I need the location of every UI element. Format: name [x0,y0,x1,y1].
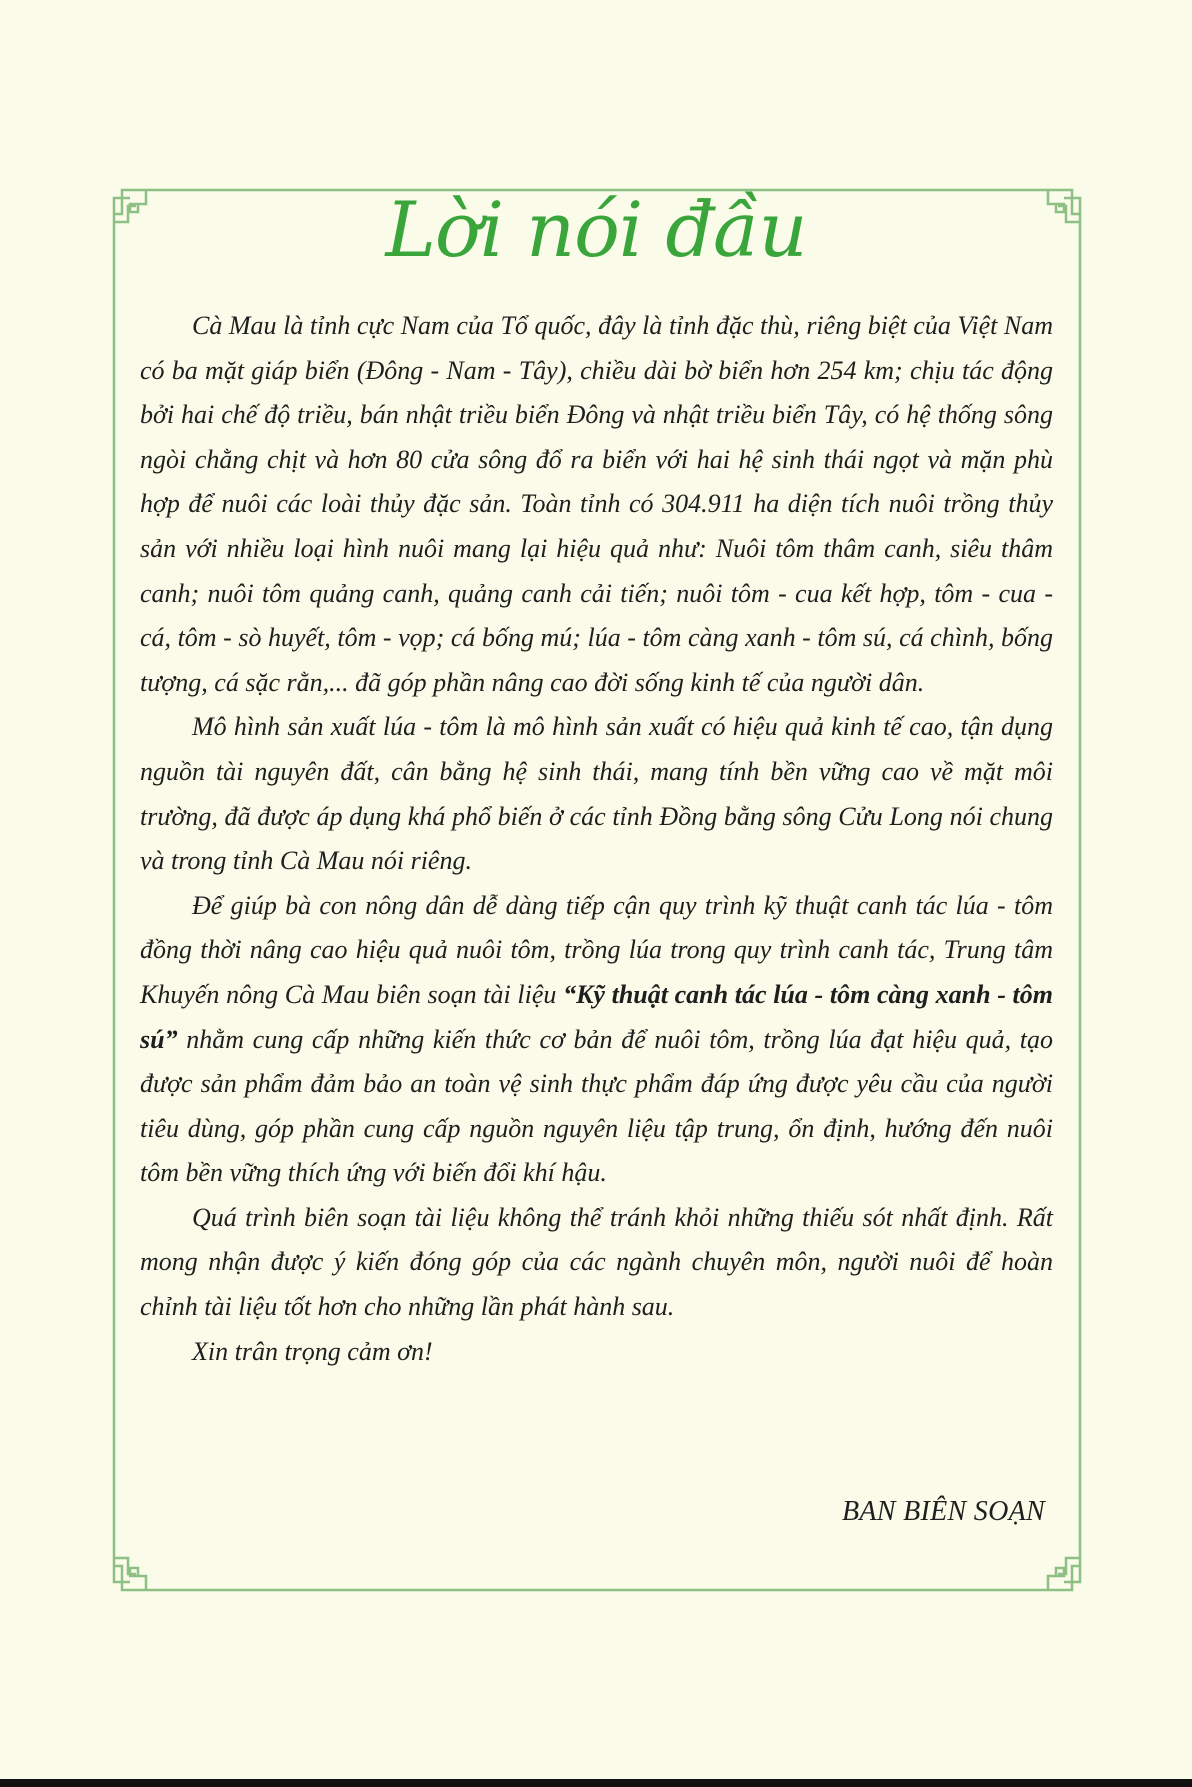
preface-body [140,304,1053,1374]
page-title: Lời nói đầu [385,185,807,274]
paragraph-3-rest: nhằm cung cấp những kiến thức cơ bản để nuôi tôm, trồng lúa đạt hiệu quả, tạo được sản phẩm đảm bảo an toàn vệ sinh thực phẩm đáp ứng được yêu cầu của người tiêu dùng, góp phần cung cấp nguồn nguyên liệu tập trung, ổn định, hướng đến nuôi tôm bền vững thích ứng với biến đổi khí hậu. [140,1024,1053,1188]
paragraph-4: Quá trình biên soạn tài liệu không thể tránh khỏi những thiếu sót nhất định. Rất mong nhận được ý kiến đóng góp của các ngành chuyên môn, người nuôi để hoàn chỉnh tài liệu tốt hơn cho những lần phát hành sau. [140,1202,1053,1322]
bottom-edge-bar [0,1779,1192,1787]
paragraph-3-intro: Để giúp bà con nông dân dễ dàng tiếp cận quy trình kỹ thuật canh tác lúa - tôm đồng thời nâng cao hiệu quả nuôi tôm, trồng lúa trong quy trình canh tác, Trung tâm Khuyến nông Cà Mau biên soạn tài liệu [140,890,1053,1009]
paragraph-1: Cà Mau là tỉnh cực Nam của Tổ quốc, đây là tỉnh đặc thù, riêng biệt của Việt Nam có ba mặt giáp biển (Đông - Nam - Tây), chiều dài bờ biển hơn 254 km; chịu tác động bởi hai chế độ triều, bán nhật triều biển Đông và nhật triều biển Tây, có hệ thống sông ngòi chằng chịt và hơn 80 cửa sông đổ ra biển với hai hệ sinh thái ngọt và mặn phù hợp để nuôi các loài thủy đặc sản. Toàn tỉnh có 304.911 ha diện tích nuôi trồng thủy sản với nhiều loại hình nuôi mang lại hiệu quả như: Nuôi tôm thâm canh, siêu thâm canh; nuôi tôm quảng canh, quảng canh cải tiến; nuôi tôm - cua kết hợp, tôm - cua - cá, tôm - sò huyết, tôm - vọp; cá bống mú; lúa - tôm càng xanh - tôm sú, cá chình, bống tượng, cá sặc rằn,... đã góp phần nâng cao đời sống kinh tế của người dân. [140,311,1053,697]
signature: BAN BIÊN SOẠN [842,1496,1045,1527]
paragraph-3 [140,884,1053,1196]
closing-thanks: Xin trân trọng cảm ơn! [192,1336,433,1366]
paragraph-2: Mô hình sản xuất lúa - tôm là mô hình sản xuất có hiệu quả kinh tế cao, tận dụng nguồn tài nguyên đất, cân bằng hệ sinh thái, mang tính bền vững cao về mặt môi trường, đã được áp dụng khá phổ biến ở các tỉnh Đồng bằng sông Cửu Long nói chung và trong tỉnh Cà Mau nói riêng. [140,712,1053,876]
document-title-reference: “Kỹ thuật canh tác lúa - tôm càng xanh - tôm sú” [140,979,1053,1054]
